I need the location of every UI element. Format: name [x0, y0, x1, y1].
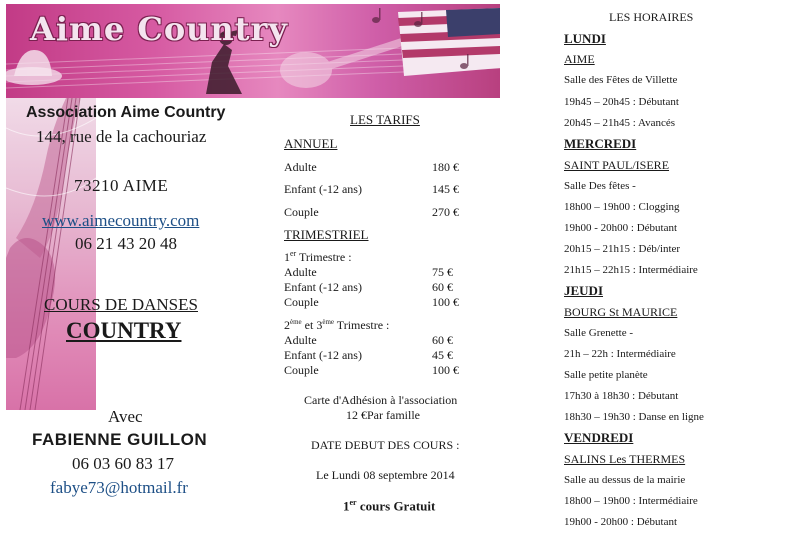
day-wednesday: MERCREDI — [564, 136, 637, 151]
association-street: 144, rue de la cachouriaz — [36, 127, 207, 146]
price-row-value: 180 € — [432, 160, 459, 174]
association-city: 73210 AIME — [74, 176, 169, 195]
price-row-value: 145 € — [432, 182, 459, 196]
price-row-label: Couple — [284, 205, 319, 219]
second-third-quarter-heading: 2ème et 3ème Trimestre : — [284, 318, 390, 332]
time-slot: 18h00 – 19h00 : Clogging — [564, 201, 680, 213]
price-row-value: 60 € — [432, 280, 453, 294]
time-slot: 18h30 – 19h30 : Danse en ligne — [564, 411, 704, 423]
hall-name: Salle Des fêtes - — [564, 180, 636, 192]
time-slot: 18h00 – 19h00 : Intermédiaire — [564, 495, 698, 507]
day-thursday: JEUDI — [564, 283, 604, 298]
hall-name: Salle petite planète — [564, 369, 648, 381]
association-phone: 06 21 43 20 48 — [75, 234, 177, 253]
place-thursday: BOURG St MAURICE — [564, 305, 678, 319]
membership-card-price: 12 €Par famille — [346, 408, 420, 422]
guitar-icon — [280, 34, 415, 88]
time-slot: 17h30 à 18h30 : Débutant — [564, 390, 679, 402]
price-row-label: Couple — [284, 363, 319, 377]
start-date-value: Le Lundi 08 septembre 2014 — [316, 468, 455, 482]
price-row-value: 100 € — [432, 363, 459, 377]
time-slot: 19h00 - 20h00 : Débutant — [564, 516, 678, 528]
association-name: Association Aime Country — [26, 104, 226, 121]
banner-title: Aime Country — [30, 10, 288, 48]
place-wednesday: SAINT PAUL/ISERE — [564, 158, 670, 172]
membership-card-label: Carte d'Adhésion à l'association — [304, 393, 458, 407]
teacher-phone: 06 03 60 83 17 — [72, 454, 174, 473]
price-row-label: Adulte — [284, 333, 317, 347]
tarifs-title: LES TARIFS — [350, 112, 420, 127]
course-label: COURS DE DANSES — [44, 295, 198, 314]
price-row-value: 100 € — [432, 295, 459, 309]
teacher-name: FABIENNE GUILLON — [32, 430, 208, 449]
price-row-value: 75 € — [432, 265, 453, 279]
price-row-label: Enfant (-12 ans) — [284, 348, 362, 362]
price-row-value: 45 € — [432, 348, 453, 362]
free-first-course: 1er cours Gratuit — [343, 498, 436, 514]
time-slot: 20h15 – 21h15 : Déb/inter — [564, 243, 681, 255]
price-row-label: Couple — [284, 295, 319, 309]
price-row-label: Enfant (-12 ans) — [284, 182, 362, 196]
time-slot: 21h15 – 22h15 : Intermédiaire — [564, 264, 698, 276]
price-row-label: Adulte — [284, 160, 317, 174]
time-slot: 21h – 22h : Intermédiaire — [564, 348, 676, 360]
place-friday: SALINS Les THERMES — [564, 452, 686, 466]
horaires-title: LES HORAIRES — [609, 10, 694, 24]
hall-name: Salle au dessus de la mairie — [564, 474, 686, 486]
hall-name: Salle Grenette - — [564, 327, 634, 339]
day-monday: LUNDI — [564, 31, 606, 46]
price-row-value: 270 € — [432, 205, 459, 219]
teacher-email-link[interactable]: fabye73@hotmail.fr — [50, 478, 188, 497]
price-row-value: 60 € — [432, 333, 453, 347]
cowboy-hat-icon — [6, 50, 62, 85]
price-row-label: Enfant (-12 ans) — [284, 280, 362, 294]
course-type: COUNTRY — [66, 318, 182, 343]
day-friday: VENDREDI — [564, 430, 634, 445]
place-monday: AIME — [564, 52, 595, 66]
us-flag-icon — [398, 8, 500, 76]
first-quarter-heading: 1er Trimestre : — [284, 249, 352, 264]
time-slot: 20h45 – 21h45 : Avancés — [564, 117, 676, 129]
time-slot: 19h00 - 20h00 : Débutant — [564, 222, 678, 234]
teacher-intro: Avec — [108, 407, 143, 426]
website-link[interactable]: www.aimecountry.com — [42, 211, 200, 230]
start-date-title: DATE DEBUT DES COURS : — [311, 438, 460, 452]
header-banner — [6, 4, 500, 98]
time-slot: 19h45 – 20h45 : Débutant — [564, 96, 679, 108]
hall-name: Salle des Fêtes de Villette — [564, 74, 678, 86]
price-row-label: Adulte — [284, 265, 317, 279]
annuel-title: ANNUEL — [284, 136, 338, 151]
trimestriel-title: TRIMESTRIEL — [284, 227, 369, 242]
